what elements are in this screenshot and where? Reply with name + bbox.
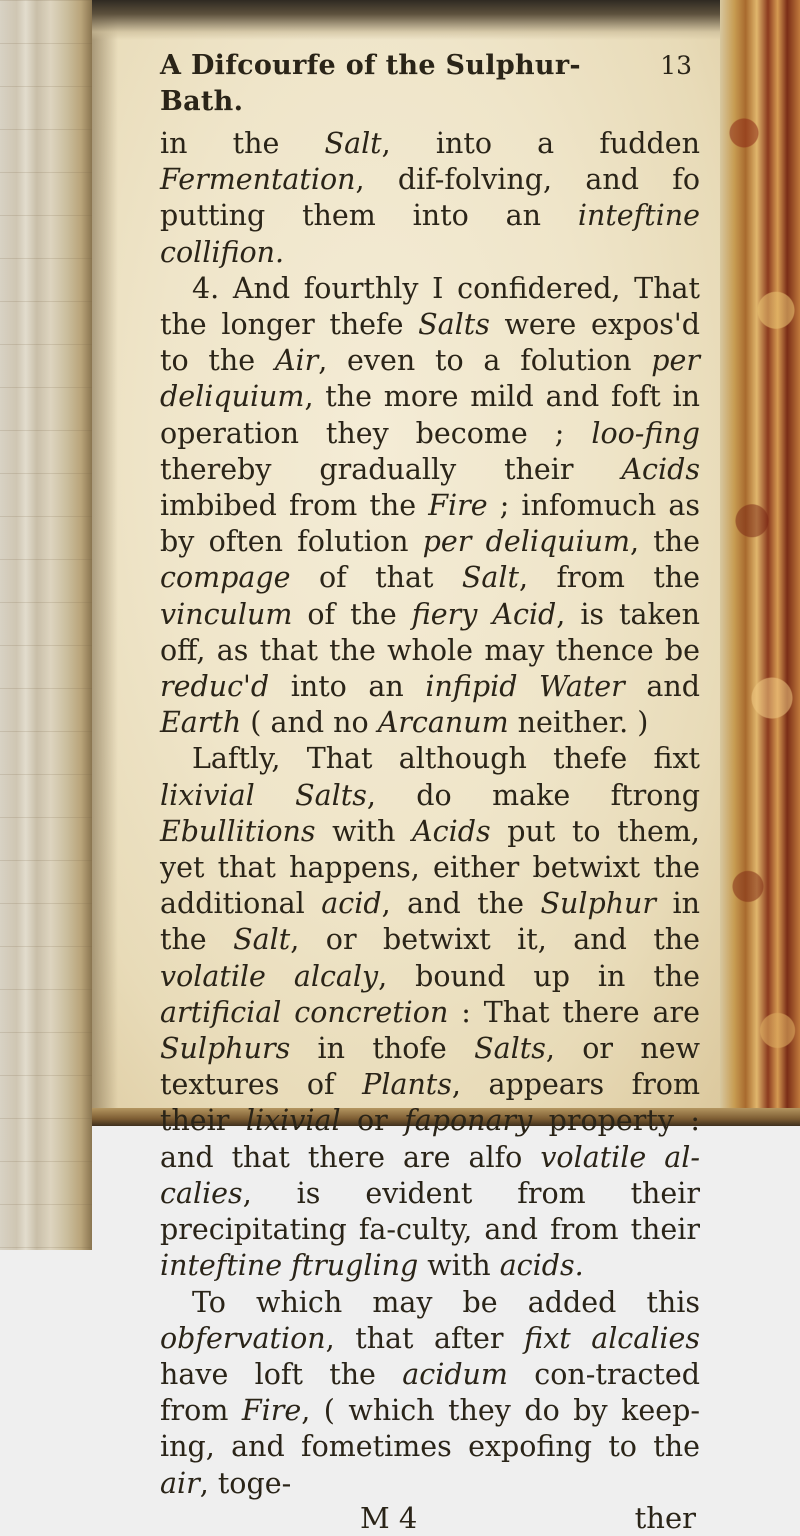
italic-run: per deliquium <box>422 525 631 559</box>
catchword: ther <box>634 1500 696 1535</box>
italic-run: volatile al-calies <box>160 1140 700 1210</box>
italic-run: fiery Acid <box>411 597 557 631</box>
italic-run: loo-fing <box>591 416 700 450</box>
text-block <box>160 48 700 1536</box>
paragraph-4: To which may be added this obfervation, that after fixt alcalies have loft the acidum con-tracted from Fire, ( which they do by keep-ing, and fometimes expofing to the air, toge- <box>160 1285 700 1500</box>
italic-run: vinculum <box>160 597 293 631</box>
gutter-shadow <box>92 0 118 1108</box>
italic-run: obfervation <box>160 1321 326 1355</box>
italic-run: Salt <box>233 923 291 957</box>
italic-run: faponary <box>404 1104 533 1138</box>
italic-run: Arcanum <box>377 706 509 740</box>
italic-run: compage <box>160 561 291 595</box>
italic-run: Sulphur <box>540 887 657 921</box>
italic-run: acidum <box>402 1357 508 1391</box>
italic-run: fixt alcalies <box>524 1321 700 1355</box>
paragraph-1: in the Salt, into a fudden Fermentation, dif-folving, and fo putting them into an inteftine collifion. <box>160 127 700 269</box>
page-footer <box>160 1500 700 1536</box>
italic-run: Fire <box>428 489 488 523</box>
page-header <box>160 48 700 120</box>
italic-run: Earth <box>160 706 242 740</box>
italic-run: Salts <box>418 308 490 342</box>
italic-run: Fire <box>241 1394 302 1428</box>
italic-run: Acids <box>412 814 491 848</box>
italic-run: Fermentation <box>160 163 356 197</box>
italic-run: inteftine <box>577 199 700 233</box>
italic-run: infipid Water <box>425 670 625 704</box>
marbled-fore-edge-pattern <box>720 0 800 1108</box>
italic-run: air <box>160 1466 200 1500</box>
top-page-edge <box>92 0 800 40</box>
italic-run: Sulphurs <box>160 1032 291 1066</box>
italic-run: Salt <box>461 561 519 595</box>
running-title: A Difcourfe of the Sulphur-Bath. <box>160 50 581 117</box>
italic-run: inteftine ftrugling <box>160 1249 419 1283</box>
body-text <box>160 126 700 1502</box>
italic-run: Ebullitions <box>160 814 316 848</box>
paragraph-2: 4. And fourthly I confidered, That the longer thefe Salts were expos'd to the Air, even to a folution per deliquium, the more mild and foft in operation they become ; loo-fing thereby gradually their Acids imbibed from the Fire ; infomuch as by often folution per deliquium, the compage of that Salt, from the vinculum of the fiery Acid, is taken off, as that the whole may thence be reduc'd into an infipid Water and Earth ( and no Arcanum neither. ) <box>160 271 701 740</box>
italic-run: Salts <box>474 1032 546 1066</box>
spine-texture <box>0 0 92 1250</box>
signature-mark: M 4 <box>360 1500 418 1535</box>
italic-run: volatile alcaly <box>160 959 379 993</box>
italic-run: Plants <box>362 1068 452 1102</box>
italic-run: per deliquium <box>160 344 701 414</box>
italic-run: artificial concretion <box>160 995 449 1029</box>
italic-run: lixivial Salts <box>160 778 367 812</box>
italic-run: Salt <box>324 127 382 160</box>
italic-run: Acids <box>621 452 700 486</box>
page-number: 13 <box>660 51 692 80</box>
italic-run: Air <box>274 344 319 378</box>
italic-run: lixivial <box>245 1104 341 1138</box>
paragraph-3: Laftly, That although thefe fixt lixivial Salts, do make ftrong Ebullitions with Acids put to them, yet that happens, either betwixt the additional acid, and the Sulphur in the Salt, or betwixt it, and the volatile alcaly, bound up in the artificial concretion : That there are Sulphurs in thofe Salts, or new textures of Plants, appears from their lixivial or faponary property : and that there are alfo volatile al-calies, is evident from their precipitating fa-culty, and from their inteftine ftrugling with acids. <box>160 742 701 1283</box>
italic-run: acids. <box>499 1249 584 1283</box>
italic-run: acid <box>321 887 382 921</box>
italic-run: reduc'd <box>160 670 270 704</box>
italic-run: collifion. <box>160 235 285 269</box>
